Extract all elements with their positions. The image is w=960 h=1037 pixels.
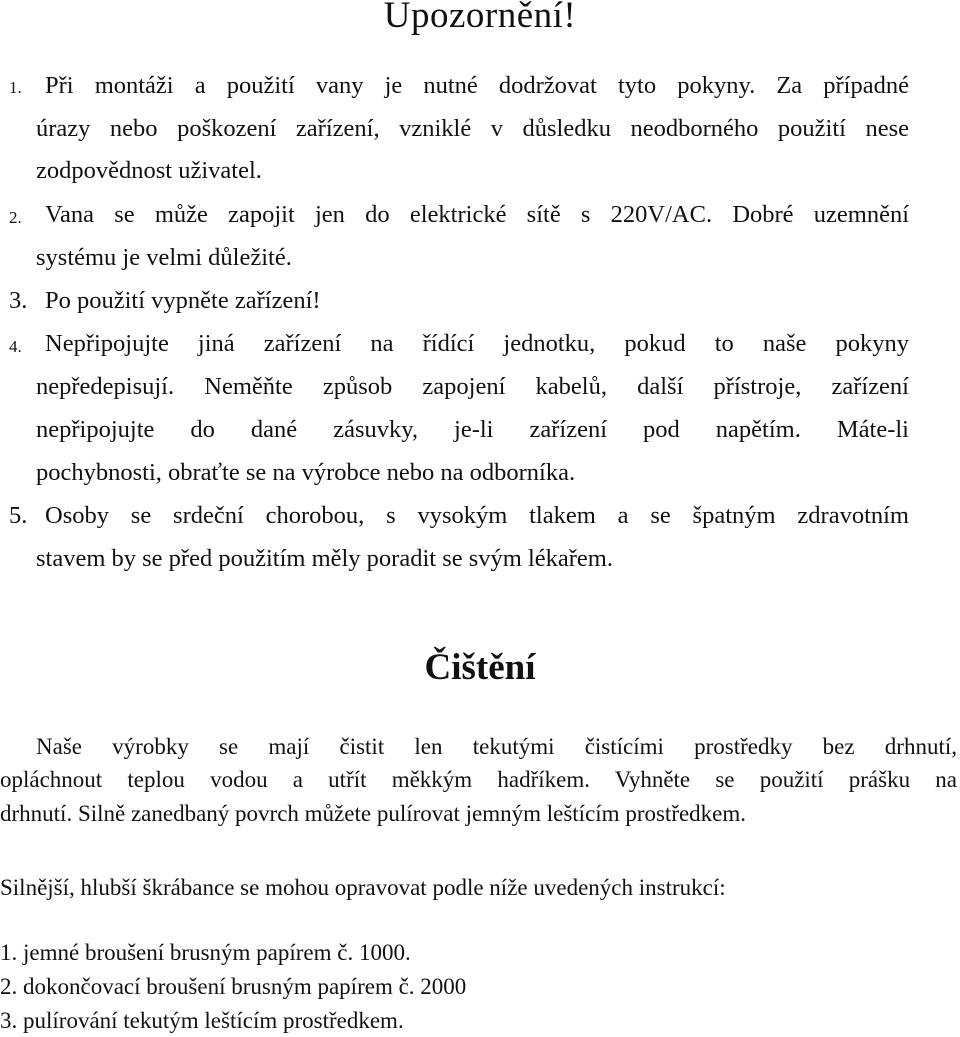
scratch-step-2: 2. dokončovací broušení brusným papírem č. 2000	[0, 974, 467, 999]
item-line: pochybnosti, obraťte se na výrobce nebo na odborníka.	[36, 459, 576, 486]
warning-title: Upozornění!	[383, 0, 577, 36]
item-line: nepředepisují. Neměňte způsob zapojení kabelů, další přístroje, zařízení	[36, 373, 909, 400]
scratch-step-1: 1. jemné broušení brusným papírem č. 1000.	[0, 940, 411, 965]
item-line: stavem by se před použitím měly poradit se svým lékařem.	[36, 545, 613, 572]
item-line: Při montáži a použití vany je nutné dodržovat tyto pokyny. Za případné	[45, 72, 909, 99]
item-line: nepřipojujte do dané zásuvky, je-li zařízení pod napětím. Máte-li	[36, 416, 909, 443]
scratch-intro: Silnější, hlubší škrábance se mohou opravovat podle níže uvedených instrukcí:	[0, 875, 726, 900]
item-line: systému je velmi důležité.	[36, 244, 292, 271]
scratch-step-3: 3. pulírování tekutým leštícím prostředkem.	[0, 1008, 404, 1033]
paragraph-line: drhnutí. Silně zanedbaný povrch můžete pulírovat jemným leštícím prostředkem.	[0, 801, 747, 826]
item-number: 5.	[9, 502, 28, 529]
item-line: Vana se může zapojit jen do elektrické sítě s 220V/AC. Dobré uzemnění	[45, 201, 909, 228]
item-line: Po použití vypněte zařízení!	[45, 287, 321, 314]
paragraph-line: Naše výrobky se mají čistit len tekutými čistícími prostředky bez drhnutí,	[36, 734, 957, 759]
item-number: 3.	[9, 287, 28, 314]
item-number: 1.	[9, 78, 22, 97]
item-line: Nepřipojujte jiná zařízení na řídící jednotku, pokud to naše pokyny	[45, 330, 909, 357]
item-number: 2.	[9, 208, 22, 227]
item-line: úrazy nebo poškození zařízení, vzniklé v důsledku neodborného použití nese	[36, 115, 909, 142]
item-number: 4.	[9, 337, 22, 356]
item-line: zodpovědnost uživatel.	[36, 157, 262, 184]
paragraph-line: opláchnout teplou vodou a utřít měkkým hadříkem. Vyhněte se použití prášku na	[0, 767, 957, 792]
item-line: Osoby se srdeční chorobou, s vysokým tlakem a se špatným zdravotním	[45, 502, 909, 529]
cleaning-title: Čištění	[424, 647, 536, 688]
